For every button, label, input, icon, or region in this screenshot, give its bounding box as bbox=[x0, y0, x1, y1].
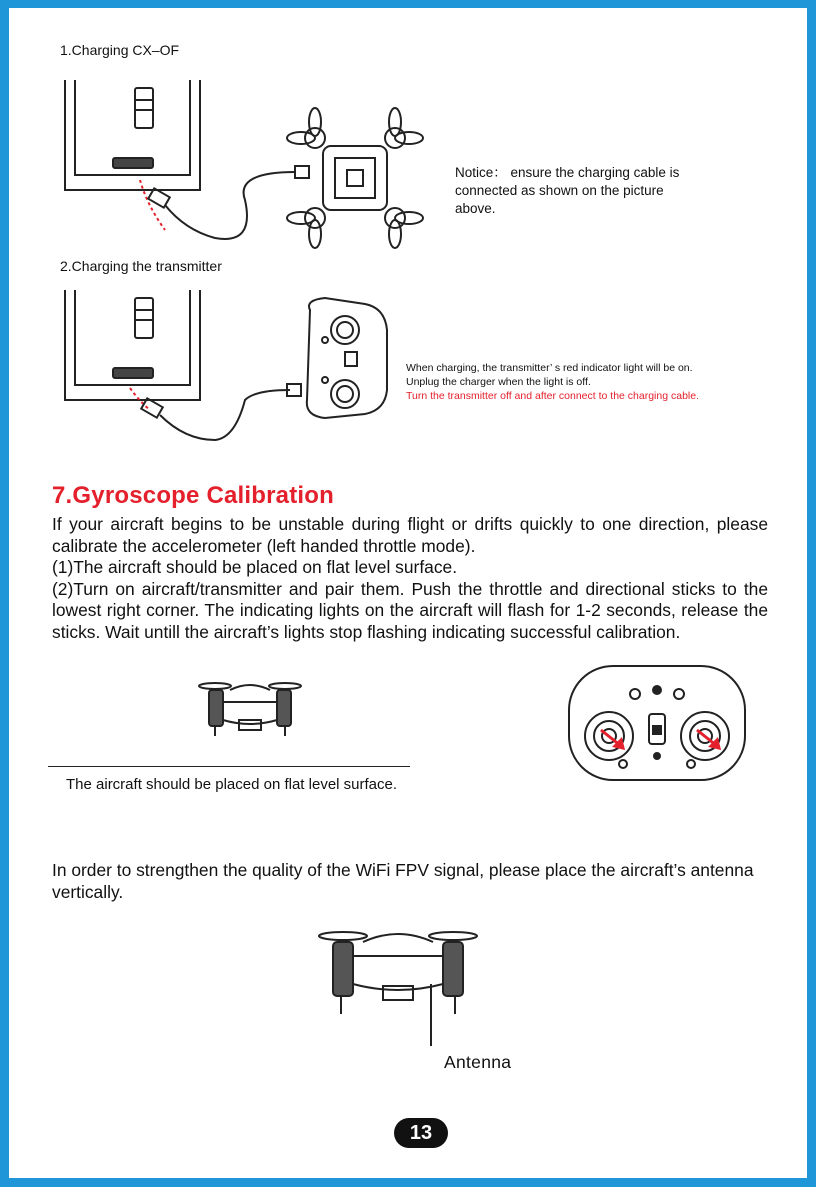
calibration-step-2: (2)Turn on aircraft/transmitter and pair them. Push the throttle and directional sticks to the lowest right corner. The indicating lights on the aircraft will flash for 1-2 seconds, release the sticks. Wait untill the aircraft’s lights stop flashing indicating successful calibration. bbox=[52, 578, 768, 642]
transmitter-sticks-illustration bbox=[565, 660, 749, 786]
antenna-label: Antenna bbox=[444, 1052, 512, 1072]
flat-surface-line bbox=[48, 766, 410, 767]
transmitter-note-line1: When charging, the transmitter’ s red indicator light will be on. bbox=[406, 362, 693, 374]
calibration-step-1: (1)The aircraft should be placed on flat level surface. bbox=[52, 557, 458, 578]
page-border-top bbox=[0, 0, 816, 8]
section-charging-transmitter-title: 2.Charging the transmitter bbox=[60, 258, 222, 274]
charger-illustration-transmitter bbox=[55, 290, 415, 450]
section-heading-gyroscope: 7.Gyroscope Calibration bbox=[52, 482, 335, 509]
calibration-paragraph-intro: If your aircraft begins to be unstable during flight or drifts quickly to one direction, please calibrate the accelerometer (left handed throttle mode). bbox=[52, 514, 768, 556]
calibration-instructions bbox=[52, 514, 768, 644]
drone-front-view-illustration bbox=[195, 676, 305, 746]
charging-notice: Notice： ensure the charging cable is connected as shown on the picture above. bbox=[455, 165, 680, 216]
drone-antenna-illustration bbox=[313, 926, 483, 1036]
wifi-antenna-instruction: In order to strengthen the quality of the WiFi FPV signal, please place the aircraft’s antenna vertically. bbox=[52, 860, 754, 902]
charger-illustration-aircraft bbox=[55, 80, 415, 250]
page-border-left bbox=[0, 0, 9, 1187]
page-border-bottom bbox=[0, 1178, 816, 1187]
transmitter-note-line2: Unplug the charger when the light is off. bbox=[406, 376, 591, 388]
transmitter-note-line3: Turn the transmitter off and after connect to the charging cable. bbox=[406, 390, 700, 402]
section-charging-aircraft-title: 1.Charging CX–OF bbox=[60, 42, 180, 58]
page-number-badge: 13 bbox=[394, 1118, 448, 1148]
flat-surface-caption: The aircraft should be placed on flat level surface. bbox=[66, 776, 398, 793]
page-border-right bbox=[807, 0, 816, 1187]
